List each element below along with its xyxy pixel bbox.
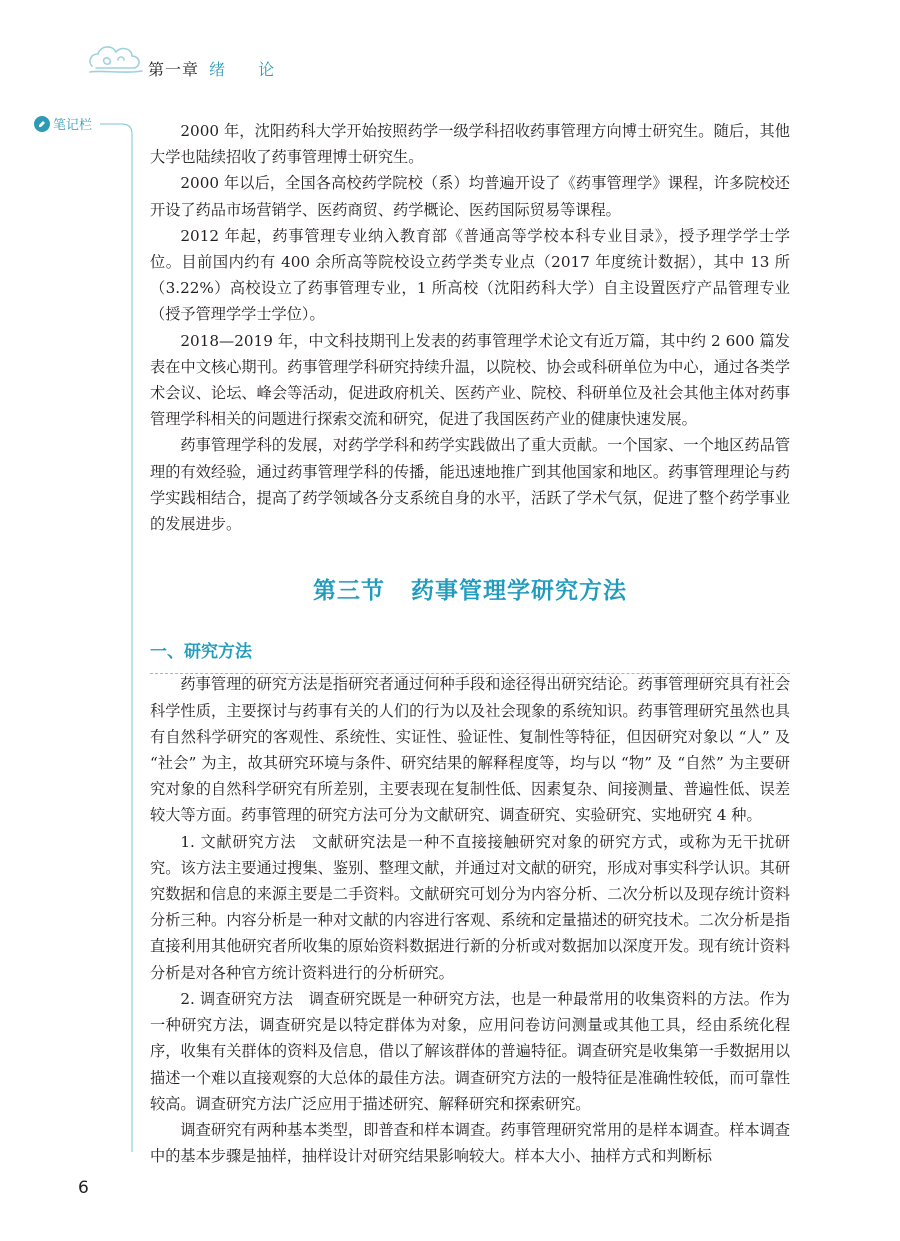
- paragraph: 药事管理的研究方法是指研究者通过何种手段和途径得出研究结论。药事管理研究具有社会科学性质，主要探讨与药事有关的人们的行为以及社会现象的系统知识。药事管理研究虽然也具有自然科学研究的客观性、系统性、实证性、验证性、复制性等特征，但因研究对象以 “人” 及 “社会” 为主，故其研究环境与条件、研究结果的解释程度等，均与以 “物” 及 “自然” 为主要研究对象的自然科学研究有所差别，主要表现在复制性低、因素复杂、间接测量、普遍性低、误差较大等方面。药事管理的研究方法可分为文献研究、调查研究、实验研究、实地研究 4 种。: [150, 675, 790, 825]
- chapter-title: 绪 论: [209, 60, 289, 79]
- paragraph: 2018—2019 年，中文科技期刊上发表的药事管理学术论文有近万篇，其中约 2 600 篇发表在中文核心期刊。药事管理学科研究持续升温，以院校、协会或科研单位为中心，通过各类学术会议、论坛、峰会等活动，促进政府机关、医药产业、院校、科研单位及社会其他主体对药事管理学科相关的问题进行探索交流和研究，促进了我国医药产业的健康快速发展。: [150, 331, 790, 429]
- paragraph: 药事管理学科的发展，对药学学科和药学实践做出了重大贡献。一个国家、一个地区药品管理的有效经验，通过药事管理学科的传播，能迅速地推广到其他国家和地区。药事管理理论与药学实践相结合，提高了药学领域各分支系统自身的水平，活跃了学术气氛，促进了整个药学事业的发展进步。: [150, 436, 790, 534]
- chapter-label: 第一章: [148, 60, 200, 79]
- section-name: 药事管理学研究方法: [411, 578, 627, 605]
- paragraph: 2012 年起，药事管理专业纳入教育部《普通高等学校本科专业目录》，授予理学学士学位。目前国内约有 400 余所高等院校设立药学类专业点（2017 年度统计数据），其中 13 所（3.22%）高校设立了药事管理专业，1 所高校（沈阳药科大学）自主设置医疗产品管理专业（授予管理学学士学位）。: [150, 226, 790, 324]
- subsection-heading: [150, 639, 790, 665]
- page-header: [0, 0, 900, 100]
- notes-column-tag: [34, 114, 92, 133]
- paragraph: 2000 年，沈阳药科大学开始按照药学一级学科招收药事管理方向博士研究生。随后，其他大学也陆续招收了药事管理博士研究生。: [150, 122, 790, 167]
- notes-margin-rule: [0, 112, 140, 1172]
- section-number: 第三节: [313, 578, 385, 605]
- paragraph: 2000 年以后，全国各高校药学院校（系）均普遍开设了《药事管理学》课程，许多院校还开设了药品市场营销学、医药商贸、药学概论、医药国际贸易等课程。: [150, 174, 790, 219]
- cloud-ornament-icon: [86, 40, 146, 76]
- paragraph: 调查研究有两种基本类型，即普查和样本调查。药事管理研究常用的是样本调查。样本调查中的基本步骤是抽样，抽样设计对研究结果影响较大。样本大小、抽样方式和判断标: [150, 1120, 790, 1166]
- paragraph: 2. 调查研究方法 调查研究既是一种研究方法，也是一种最常用的收集资料的方法。作为一种研究方法，调查研究是以特定群体为对象，应用问卷访问测量或其他工具，经由系统化程序，收集有关群体的资料及信息，借以了解该群体的普遍特征。调查研究是收集第一手数据用以描述一个难以直接观察的大总体的最佳方法。调查研究方法的一般特征是准确性较低，而可靠性较高。调查研究方法广泛应用于描述研究、解释研究和探索研究。: [150, 989, 790, 1113]
- chapter-heading: [148, 57, 288, 80]
- paragraph: 1. 文献研究方法 文献研究法是一种不直接接触研究对象的研究方式，或称为无干扰研究。该方法主要通过搜集、鉴别、整理文献，并通过对文献的研究，形成对事实科学认识。其研究数据和信息的来源主要是二手资料。文献研究可划分为内容分析、二次分析以及现存统计资料分析三种。内容分析是一种对文献的内容进行客观、系统和定量描述的研究技术。二次分析是指直接利用其他研究者所收集的原始资料数据进行新的分析或对数据加以深度开发。现有统计资料分析是对各种官方统计资料进行的分析研究。: [150, 832, 790, 982]
- notes-label: 笔记栏: [53, 118, 93, 133]
- subsection-title: 一、研究方法: [150, 642, 252, 663]
- page-number: 6: [78, 1178, 89, 1198]
- pencil-note-icon: [34, 116, 50, 132]
- section-title: [150, 571, 790, 611]
- subsection-divider: [150, 673, 790, 674]
- page-content: [150, 118, 790, 1169]
